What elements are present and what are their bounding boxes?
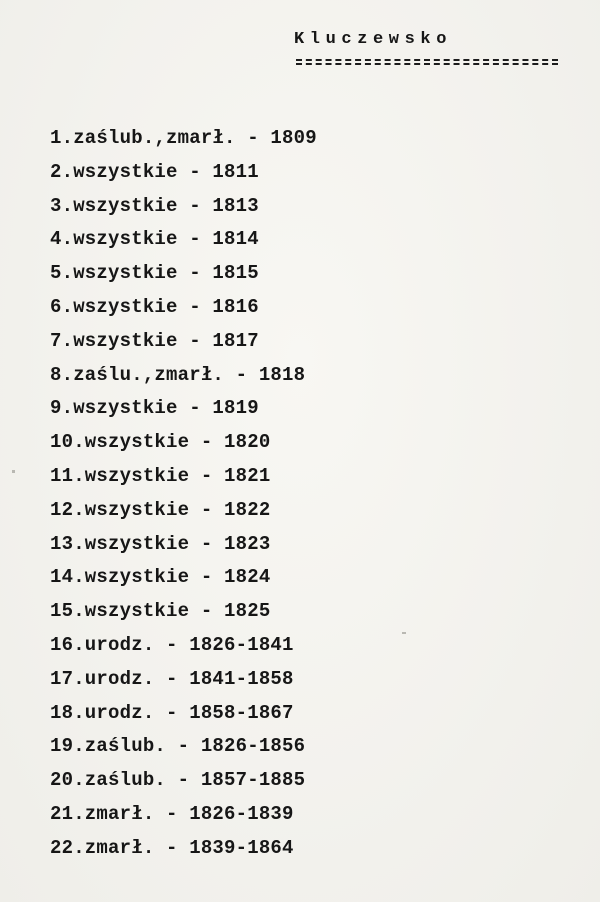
title-underline bbox=[296, 59, 558, 65]
list-item: 12.wszystkie - 1822 bbox=[50, 498, 271, 521]
entry-list bbox=[50, 122, 317, 866]
list-item: 15.wszystkie - 1825 bbox=[50, 600, 271, 623]
list-item: 21.zmarł. - 1826-1839 bbox=[50, 802, 294, 825]
list-item: 13.wszystkie - 1823 bbox=[50, 532, 271, 555]
list-item: 1.zaślub.,zmarł. - 1809 bbox=[50, 127, 317, 149]
list-item: 3.wszystkie - 1813 bbox=[50, 194, 259, 217]
list-item: 11.wszystkie - 1821 bbox=[50, 464, 271, 487]
list-item: 7.wszystkie - 1817 bbox=[50, 329, 259, 352]
list-item: 8.zaślu.,zmarł. - 1818 bbox=[50, 363, 306, 386]
paper-speck bbox=[12, 470, 15, 473]
list-item: 4.wszystkie - 1814 bbox=[50, 228, 259, 251]
list-item: 14.wszystkie - 1824 bbox=[50, 566, 271, 589]
paper-speck bbox=[402, 632, 406, 634]
list-item: 22.zmarł. - 1839-1864 bbox=[50, 836, 294, 859]
list-item: 10.wszystkie - 1820 bbox=[50, 431, 271, 454]
list-item: 6.wszystkie - 1816 bbox=[50, 295, 259, 318]
list-item: 16.urodz. - 1826-1841 bbox=[50, 633, 294, 656]
list-item: 20.zaślub. - 1857-1885 bbox=[50, 769, 306, 792]
page-title: Kluczewsko bbox=[294, 30, 453, 49]
list-item: 5.wszystkie - 1815 bbox=[50, 262, 259, 285]
list-item: 18.urodz. - 1858-1867 bbox=[50, 701, 294, 724]
list-item: 17.urodz. - 1841-1858 bbox=[50, 667, 294, 690]
list-item: 9.wszystkie - 1819 bbox=[50, 397, 259, 420]
list-item: 2.wszystkie - 1811 bbox=[50, 160, 259, 183]
list-item: 19.zaślub. - 1826-1856 bbox=[50, 735, 306, 758]
